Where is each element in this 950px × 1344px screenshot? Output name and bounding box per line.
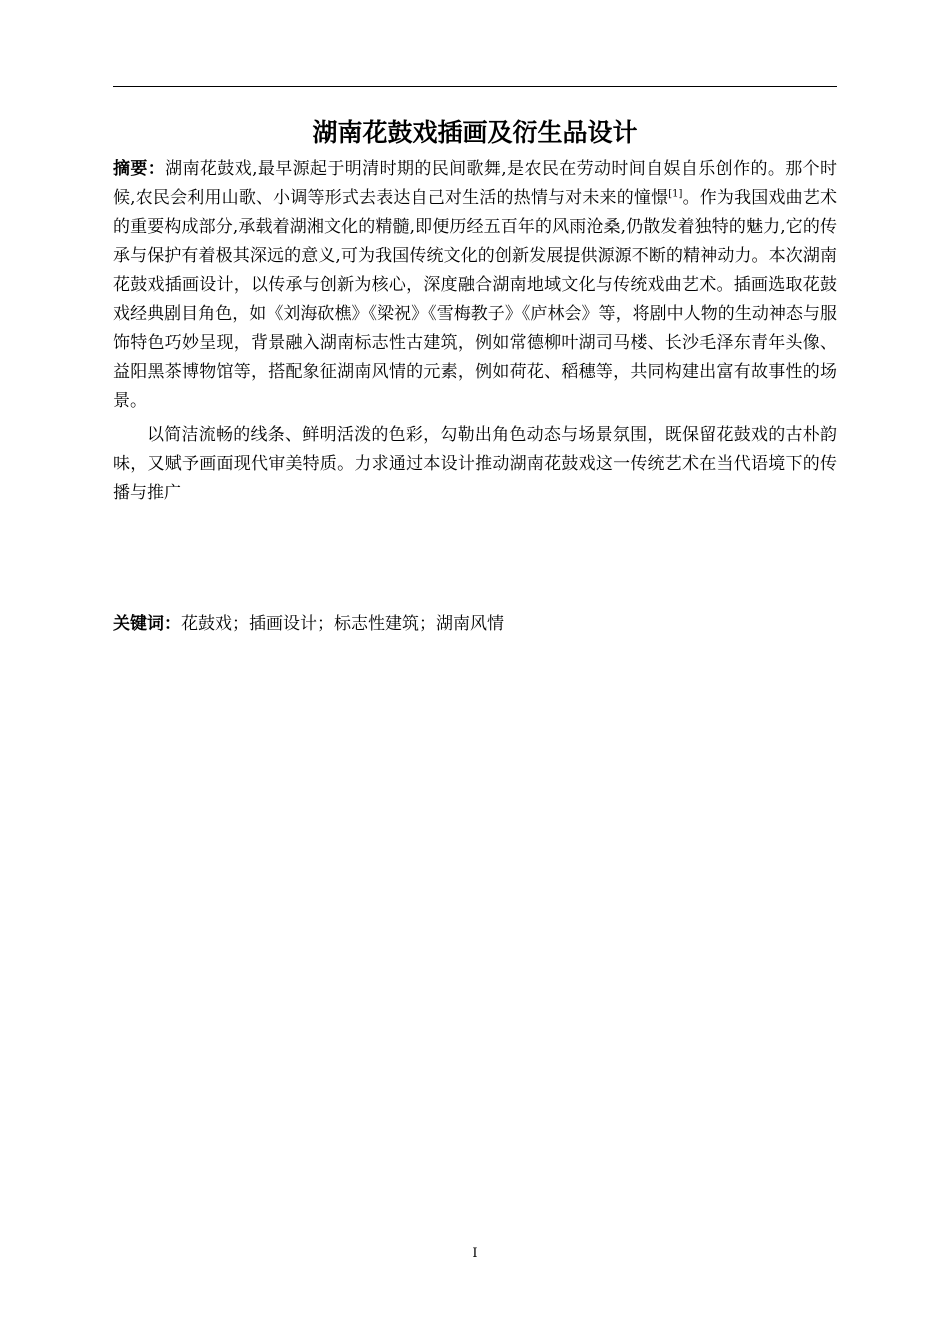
abstract-paragraph-1 <box>113 155 837 416</box>
header-rule <box>113 86 837 87</box>
abstract-text-1: 湖南花鼓戏,最早源起于明清时期的民间歌舞,是农民在劳动时间自娱自乐创作的。那个时候,农民会利用山歌、小调等形式去表达自己对生活的热情与对未来的憧憬 <box>113 159 837 208</box>
abstract <box>113 155 837 508</box>
abstract-paragraph-2: 以简洁流畅的线条、鲜明活泼的色彩，勾勒出角色动态与场景氛围，既保留花鼓戏的古朴韵味，又赋予画面现代审美特质。力求通过本设计推动湖南花鼓戏这一传统艺术在当代语境下的传播与推广 <box>113 425 837 503</box>
page-number: I <box>472 1246 478 1261</box>
abstract-text-2: 。作为我国戏曲艺术的重要构成部分,承载着湖湘文化的精髓,即便历经五百年的风雨沧桑,仍散发着独特的魅力,它的传承与保护有着极其深远的意义,可为我国传统文化的创新发展提供源源不断的精神动力。本次湖南花鼓戏插画设计，以传承与创新为核心，深度融合湖南地域文化与传统戏曲艺术。插画选取花鼓戏经典剧目角色，如《刘海砍樵》《梁祝》《雪梅教子》《庐林会》等，将剧中人物的生动神态与服饰特色巧妙呈现，背景融入湖南标志性古建筑，例如常德柳叶湖司马楼、长沙毛泽东青年头像、益阳黑茶博物馆等，搭配象征湖南风情的元素，例如荷花、稻穗等，共同构建出富有故事性的场景。 <box>113 188 837 411</box>
page-title: 湖南花鼓戏插画及衍生品设计 <box>312 118 638 147</box>
abstract-label: 摘要： <box>113 159 166 179</box>
keywords <box>113 610 837 639</box>
keywords-text: 花鼓戏；插画设计；标志性建筑；湖南风情 <box>181 614 504 634</box>
keywords-label: 关键词： <box>113 614 181 634</box>
citation-ref[interactable]: [1] <box>668 188 683 200</box>
